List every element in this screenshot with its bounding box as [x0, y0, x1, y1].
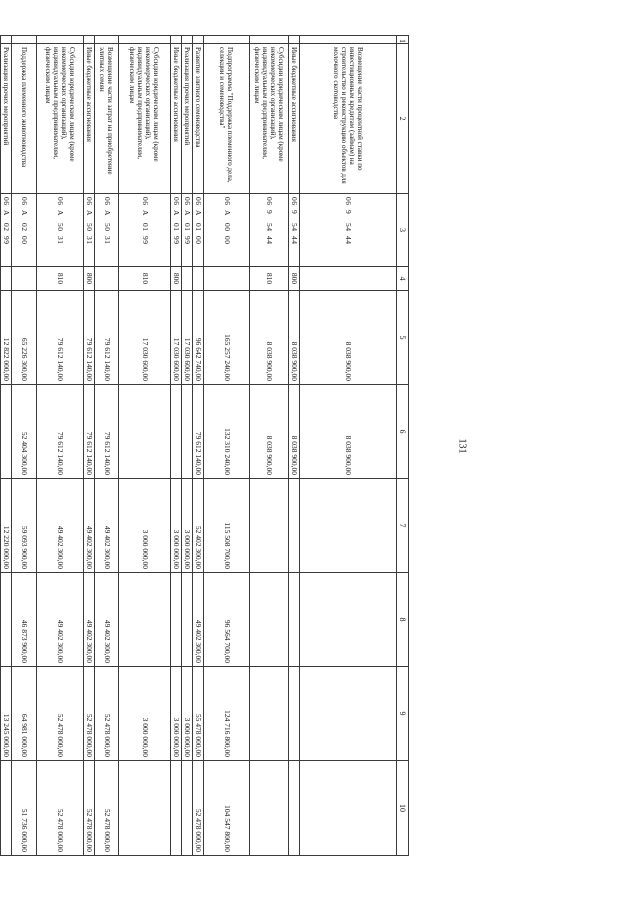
row-name: Субсидии юридическим лицам (кроме некоммерческих организаций), индивидуальным предпринимателям, физическим лицам	[118, 44, 170, 194]
code-part: 54	[344, 223, 354, 232]
program-code	[300, 194, 397, 267]
code-part: 06	[172, 197, 182, 206]
code-part: 06	[290, 197, 300, 206]
column-header: 4	[397, 267, 409, 291]
code-part: 31	[56, 236, 66, 245]
code-part: А	[56, 210, 66, 216]
amount-c9: 124 716 800,00	[203, 667, 249, 761]
amount-c10: 52 478 000,00	[83, 761, 94, 856]
amount-c6: 8 038 900,00	[288, 385, 299, 479]
program-code	[249, 194, 288, 267]
program-code	[288, 194, 299, 267]
amount-c5: 12 822 000,00	[0, 291, 11, 385]
row-name: Субсидии юридическим лицам (кроме некоммерческих организаций), индивидуальным предпринимателям, физическим лицам	[36, 44, 83, 194]
table-row	[118, 36, 170, 856]
program-code	[36, 194, 83, 267]
code-part: 9	[290, 210, 300, 215]
rotated-page	[1, 35, 409, 855]
page-number: 131	[456, 438, 468, 454]
amount-c8	[288, 573, 299, 667]
amount-c9: 64 981 000,00	[11, 667, 36, 761]
amount-c7	[288, 479, 299, 573]
table-row	[192, 36, 203, 856]
column-header: 9	[397, 667, 409, 761]
amount-c10: 51 736 000,00	[11, 761, 36, 856]
amount-c6: 79 612 140,00	[36, 385, 83, 479]
amount-c5: 96 642 740,00	[192, 291, 203, 385]
expense-type-code	[192, 267, 203, 291]
row-name: Подпрограмма "Поддержка племенного дела, селекции и семеноводства"	[203, 44, 249, 194]
amount-c7: 59 093 900,00	[11, 479, 36, 573]
amount-c10	[300, 761, 397, 856]
code-part: 06	[2, 197, 12, 206]
code-part: 00	[194, 236, 204, 245]
amount-c10	[118, 761, 170, 856]
code-part: 02	[20, 223, 30, 232]
code-part: 99	[140, 236, 150, 245]
amount-c9: 3 000 000,00	[170, 667, 181, 761]
code-part: 01	[194, 223, 204, 232]
column-header: 6	[397, 385, 409, 479]
code-part: 06	[265, 197, 275, 206]
table-row	[94, 36, 118, 856]
expense-type-code: 810	[249, 267, 288, 291]
code-part: 54	[265, 223, 275, 232]
amount-c5: 79 612 140,00	[83, 291, 94, 385]
code-part: 50	[85, 223, 95, 232]
code-part: 99	[183, 236, 193, 245]
program-code	[181, 194, 192, 267]
table-row	[181, 36, 192, 856]
row-name: Возмещение части процентной ставки по инвестиционным кредитам (займам) на строительство и реконструкцию объектов для молочного скотоводства	[300, 44, 397, 194]
expense-type-code	[94, 267, 118, 291]
code-part: 50	[102, 223, 112, 232]
row-name: Иные бюджетные ассигнования	[288, 44, 299, 194]
amount-c7: 49 402 300,00	[83, 479, 94, 573]
empty-cell	[249, 36, 288, 44]
amount-c6: 79 612 140,00	[83, 385, 94, 479]
budget-table	[0, 35, 409, 856]
empty-cell	[203, 36, 249, 44]
amount-c5: 65 226 300,00	[11, 291, 36, 385]
table-row	[36, 36, 83, 856]
table-row	[300, 36, 397, 856]
code-part: 44	[344, 236, 354, 245]
amount-c6	[118, 385, 170, 479]
amount-c10	[170, 761, 181, 856]
amount-c5: 79 612 140,00	[94, 291, 118, 385]
code-part: 01	[140, 223, 150, 232]
empty-cell	[192, 36, 203, 44]
amount-c6: 52 404 300,00	[11, 385, 36, 479]
code-part: 01	[172, 223, 182, 232]
expense-type-code: 800	[170, 267, 181, 291]
amount-c5: 79 612 140,00	[36, 291, 83, 385]
amount-c6	[170, 385, 181, 479]
expense-type-code: 810	[118, 267, 170, 291]
amount-c8: 96 564 700,00	[203, 573, 249, 667]
amount-c9: 55 478 000,00	[192, 667, 203, 761]
row-name: Реализация прочих мероприятий	[181, 44, 192, 194]
table-row	[249, 36, 288, 856]
amount-c8	[118, 573, 170, 667]
empty-cell	[300, 36, 397, 44]
amount-c9: 3 000 000,00	[181, 667, 192, 761]
column-header: 3	[397, 194, 409, 267]
table-row	[83, 36, 94, 856]
table-row	[0, 36, 11, 856]
budget-table-wrapper	[1, 35, 409, 855]
column-header: 2	[397, 44, 409, 194]
code-part: 06	[183, 197, 193, 206]
amount-c7: 52 402 300,00	[192, 479, 203, 573]
amount-c6: 79 612 140,00	[94, 385, 118, 479]
amount-c8	[249, 573, 288, 667]
row-name: Иные бюджетные ассигнования	[170, 44, 181, 194]
amount-c5: 17 030 600,00	[181, 291, 192, 385]
code-part: 00	[222, 223, 232, 232]
amount-c9: 52 478 000,00	[94, 667, 118, 761]
program-code	[83, 194, 94, 267]
empty-cell	[0, 36, 11, 44]
code-part: А	[183, 210, 193, 216]
amount-c8: 49 402 300,00	[94, 573, 118, 667]
amount-c10	[288, 761, 299, 856]
amount-c10: 52 478 000,00	[36, 761, 83, 856]
amount-c9: 52 478 000,00	[83, 667, 94, 761]
row-name: Субсидии юридическим лицам (кроме некоммерческих организаций), индивидуальным предпринимателям, физическим лицам	[249, 44, 288, 194]
column-header: 5	[397, 291, 409, 385]
amount-c8	[0, 573, 11, 667]
amount-c7: 3 000 000,00	[118, 479, 170, 573]
code-part: 9	[265, 210, 275, 215]
amount-c10	[0, 761, 11, 856]
amount-c8	[181, 573, 192, 667]
code-part: А	[140, 210, 150, 216]
amount-c10	[249, 761, 288, 856]
amount-c5: 17 030 600,00	[170, 291, 181, 385]
row-name: Реализация прочих мероприятий	[0, 44, 11, 194]
code-part: 44	[290, 236, 300, 245]
table-row	[288, 36, 299, 856]
amount-c7: 49 402 300,00	[94, 479, 118, 573]
amount-c7: 49 402 300,00	[36, 479, 83, 573]
code-part: А	[85, 210, 95, 216]
code-part: 00	[222, 236, 232, 245]
program-code	[192, 194, 203, 267]
amount-c8: 46 873 900,00	[11, 573, 36, 667]
amount-c10: 104 547 800,00	[203, 761, 249, 856]
code-part: А	[172, 210, 182, 216]
code-part: 31	[85, 236, 95, 245]
code-part: 06	[56, 197, 66, 206]
code-part: 06	[20, 197, 30, 206]
table-header-row	[397, 36, 409, 856]
amount-c5: 165 257 240,00	[203, 291, 249, 385]
code-part: А	[222, 210, 232, 216]
expense-type-code	[11, 267, 36, 291]
amount-c8: 49 402 300,00	[83, 573, 94, 667]
table-row	[11, 36, 36, 856]
amount-c9	[249, 667, 288, 761]
expense-type-code: 800	[288, 267, 299, 291]
empty-cell	[94, 36, 118, 44]
row-name: Иные бюджетные ассигнования	[83, 44, 94, 194]
row-name: Возмещение части затрат на приобретение элитных семян	[94, 44, 118, 194]
amount-c8: 49 402 300,00	[192, 573, 203, 667]
column-header: 8	[397, 573, 409, 667]
column-header: 1	[397, 36, 409, 44]
code-part: 31	[102, 236, 112, 245]
code-part: 06	[102, 197, 112, 206]
column-header: 7	[397, 479, 409, 573]
code-part: 06	[140, 197, 150, 206]
code-part: 44	[265, 236, 275, 245]
code-part: 06	[194, 197, 204, 206]
program-code	[118, 194, 170, 267]
expense-type-code	[203, 267, 249, 291]
empty-cell	[118, 36, 170, 44]
code-part: А	[194, 210, 204, 216]
expense-type-code: 810	[36, 267, 83, 291]
amount-c9	[288, 667, 299, 761]
expense-type-code	[300, 267, 397, 291]
table-row	[170, 36, 181, 856]
row-name: Развитие элитного семеноводства	[192, 44, 203, 194]
amount-c9: 52 478 000,00	[36, 667, 83, 761]
code-part: А	[2, 210, 12, 216]
empty-cell	[11, 36, 36, 44]
code-part: А	[102, 210, 112, 216]
amount-c6: 8 038 900,00	[249, 385, 288, 479]
expense-type-code	[0, 267, 11, 291]
amount-c9: 3 000 000,00	[118, 667, 170, 761]
amount-c6: 8 038 900,00	[300, 385, 397, 479]
amount-c9	[300, 667, 397, 761]
amount-c6: 132 310 240,00	[203, 385, 249, 479]
code-part: 01	[183, 223, 193, 232]
amount-c6	[181, 385, 192, 479]
amount-c8	[300, 573, 397, 667]
program-code	[11, 194, 36, 267]
amount-c6: 79 612 140,00	[192, 385, 203, 479]
amount-c9: 13 245 000,00	[0, 667, 11, 761]
code-part: 9	[344, 210, 354, 215]
code-part: 99	[2, 236, 12, 245]
amount-c5: 8 038 900,00	[300, 291, 397, 385]
amount-c5: 8 038 900,00	[249, 291, 288, 385]
program-code	[203, 194, 249, 267]
code-part: 06	[85, 197, 95, 206]
amount-c8	[170, 573, 181, 667]
expense-type-code	[181, 267, 192, 291]
table-row	[203, 36, 249, 856]
empty-cell	[83, 36, 94, 44]
amount-c5: 8 038 900,00	[288, 291, 299, 385]
amount-c6	[0, 385, 11, 479]
code-part: 50	[56, 223, 66, 232]
program-code	[94, 194, 118, 267]
amount-c8: 49 402 300,00	[36, 573, 83, 667]
amount-c7: 115 508 700,00	[203, 479, 249, 573]
code-part: 00	[20, 236, 30, 245]
amount-c7: 3 000 000,00	[170, 479, 181, 573]
empty-cell	[36, 36, 83, 44]
row-name: Поддержка племенного животноводства	[11, 44, 36, 194]
amount-c7: 3 000 000,00	[181, 479, 192, 573]
code-part: 99	[172, 236, 182, 245]
amount-c5: 17 030 600,00	[118, 291, 170, 385]
expense-type-code: 800	[83, 267, 94, 291]
empty-cell	[170, 36, 181, 44]
code-part: А	[20, 210, 30, 216]
code-part: 02	[2, 223, 12, 232]
code-part: 54	[290, 223, 300, 232]
program-code	[0, 194, 11, 267]
empty-cell	[181, 36, 192, 44]
amount-c7	[249, 479, 288, 573]
amount-c7: 12 220 000,00	[0, 479, 11, 573]
empty-cell	[288, 36, 299, 44]
amount-c7	[300, 479, 397, 573]
program-code	[170, 194, 181, 267]
code-part: 06	[344, 197, 354, 206]
column-header: 10	[397, 761, 409, 856]
amount-c10: 52 478 000,00	[192, 761, 203, 856]
code-part: 06	[222, 197, 232, 206]
amount-c10	[181, 761, 192, 856]
amount-c10: 52 478 000,00	[94, 761, 118, 856]
